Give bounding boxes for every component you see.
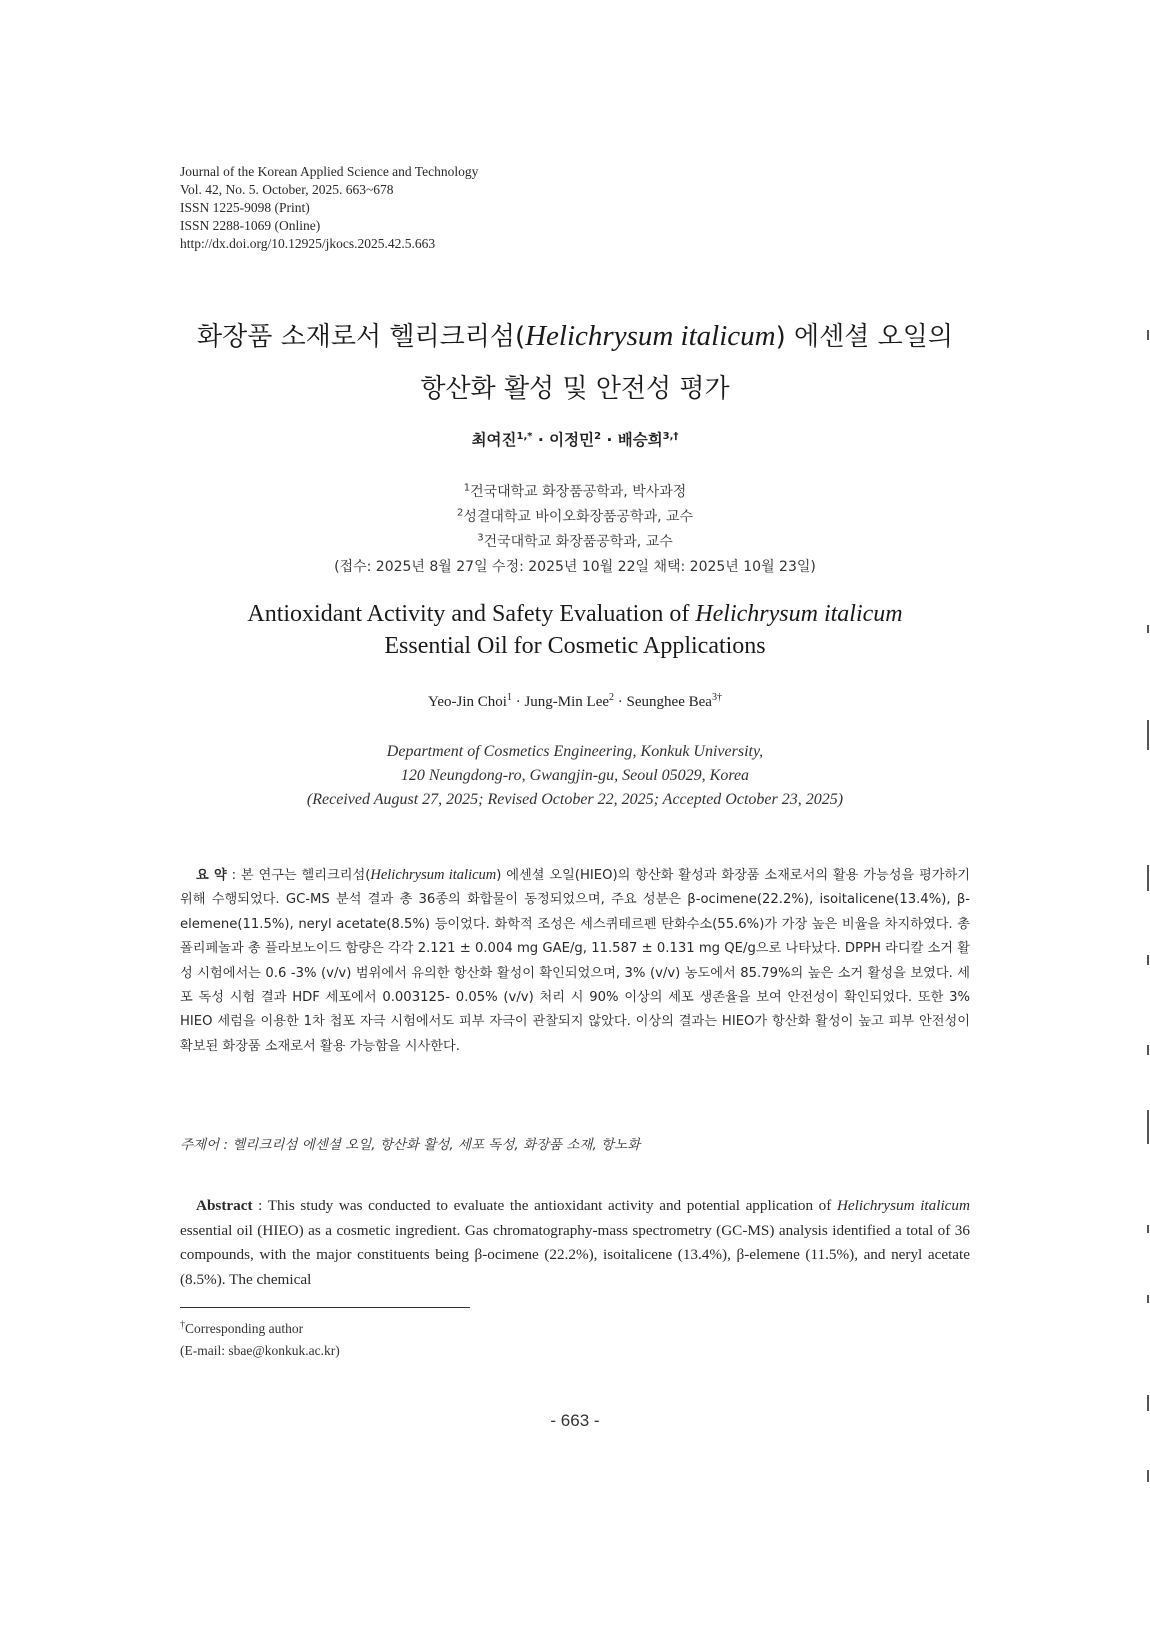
abstract-english-label: Abstract [196, 1197, 253, 1214]
abstract-korean-label: 요 약 [196, 868, 227, 883]
authors-korean [0, 428, 1150, 450]
author-en-sep: · [511, 694, 525, 710]
affiliation-ko-2-text: 성결대학교 바이오화장품공학과, 교수 [463, 509, 694, 525]
journal-name: Journal of the Korean Applied Science and Technology [180, 164, 479, 179]
title-english-line1 [0, 598, 1150, 630]
dates-english: (Received August 27, 2025; Revised October 22, 2025; Accepted October 23, 2025) [306, 791, 844, 808]
affiliation-ko-3 [0, 530, 1150, 555]
edge-mark [1147, 865, 1149, 891]
affiliation-ko-1 [0, 480, 1150, 505]
author-en-sep: · [614, 694, 627, 710]
affiliation-ko-3-text: 건국대학교 화장품공학과, 교수 [483, 534, 673, 550]
edge-mark [1147, 1395, 1149, 1411]
journal-volume: Vol. 42, No. 5. October, 2025. 663~678 [180, 182, 394, 197]
author-en-3: Seunghee Bea [626, 694, 712, 710]
author-ko-3-sup: 3,† [662, 430, 679, 442]
abstract-korean [180, 863, 970, 1059]
edge-mark [1147, 1225, 1149, 1233]
title-korean-line1 [0, 310, 1150, 363]
edge-mark [1147, 1110, 1149, 1144]
affiliation-en-line2: 120 Neungdong-ro, Gwangjin-gu, Seoul 05029, Korea [400, 767, 750, 784]
footnote-divider [180, 1307, 470, 1308]
abstract-english [180, 1194, 970, 1292]
edge-mark [1147, 330, 1149, 340]
footnote-corresponding-text: Corresponding author [185, 1321, 304, 1336]
title-korean-species: Helichrysum italicum [525, 320, 776, 352]
author-en-2-sup: 2 [609, 692, 615, 703]
author-en-1: Yeo-Jin Choi [428, 694, 507, 710]
affiliation-ko-1-sup: 1 [463, 482, 471, 494]
edge-mark [1147, 1470, 1149, 1482]
title-english [0, 598, 1150, 662]
author-ko-3: 배승희 [617, 431, 663, 449]
title-english-species: Helichrysum italicum [695, 601, 903, 627]
title-english-prefix: Antioxidant Activity and Safety Evaluation of [247, 601, 696, 627]
abstract-english-text-1: This study was conducted to evaluate the antioxidant activity and potential application of [267, 1197, 837, 1214]
author-ko-1: 최여진 [471, 431, 517, 449]
abstract-english-species: Helichrysum italicum [836, 1197, 970, 1214]
edge-mark [1147, 1045, 1149, 1055]
journal-issn-online: ISSN 2288-1069 (Online) [180, 218, 321, 233]
author-en-2: Jung-Min Lee [524, 694, 610, 710]
title-korean-prefix: 화장품 소재로서 헬리크리섬( [197, 322, 526, 352]
author-en-3-sup: 3† [711, 692, 722, 703]
title-english-line2: Essential Oil for Cosmetic Applications [384, 633, 766, 659]
author-ko-sep: · [532, 431, 550, 449]
author-ko-2: 이정민 [549, 431, 595, 449]
title-korean-suffix: ) 에센셜 오일의 [775, 322, 953, 352]
abstract-english-colon: : [252, 1197, 268, 1214]
author-ko-2-sup: 2 [594, 430, 602, 442]
affiliation-ko-3-sup: 3 [477, 532, 484, 544]
title-korean-line2: 항산화 활성 및 안전성 평가 [420, 374, 730, 404]
page-number: - 663 - [550, 1411, 600, 1430]
affiliation-ko-1-text: 건국대학교 화장품공학과, 박사과정 [470, 484, 687, 500]
edge-mark [1147, 720, 1149, 750]
footnote-corresponding [180, 1318, 340, 1340]
abstract-korean-species: Helichrysum italicum [370, 867, 497, 883]
author-ko-sep: · [601, 431, 618, 449]
title-korean [0, 310, 1150, 415]
keywords-korean: 주제어 : 헬리크리섬 에센셜 오일, 항산화 활성, 세포 독성, 화장품 소재, 항노화 [180, 1137, 641, 1153]
affiliation-ko-2-sup: 2 [456, 507, 464, 519]
footnote [180, 1318, 340, 1362]
authors-english [0, 694, 1150, 711]
edge-mark [1147, 625, 1149, 633]
footnote-email: (E-mail: sbae@konkuk.ac.kr) [180, 1343, 340, 1358]
edge-mark [1147, 955, 1149, 965]
journal-header [180, 163, 478, 253]
abstract-korean-text-2: ) 에센셜 오일(HIEO)의 항산화 활성과 화장품 소재로서의 활용 가능성을 평가하기 위해 수행되었다. GC-MS 분석 결과 총 36종의 화합물이 동정되었으며, 주요 성분은 β-ocimene(22.2%), isoitalicene(13.4%), β-elemene(11.5%), neryl acetate(8.5%) 등이었다. 화학적 조성은 세스퀴테르펜 탄화수소(55.6%)가 가장 높은 비율을 차지하였다. 총 폴리페놀과 총 플라보노이드 함량은 각각 2.121 ± 0.004 mg GAE/g, 11.587 ± 0.131 mg QE/g으로 나타났다. DPPH 라디칼 소거 활성 시험에서는 0.6 -3% (v/v) 범위에서 유의한 항산화 활성이 확인되었으며, 3% (v/v) 농도에서 85.79%의 높은 소거 활성을 보였다. 세포 독성 시험 결과 HDF 세포에서 0.003125- 0.05% (v/v) 처리 시 90% 이상의 세포 생존율을 보여 안전성이 확인되었다. 또한 3% HIEO 세럼을 이용한 1차 첩포 자극 시험에서도 피부 자극이 관찰되지 않았다. 이상의 결과는 HIEO가 항산화 활성이 높고 피부 안전성이 확보된 화장품 소재로서 활용 가능함을 시사한다. [180, 868, 971, 1054]
journal-issn-print: ISSN 1225-9098 (Print) [180, 200, 310, 215]
author-ko-1-sup: 1,* [516, 430, 533, 442]
abstract-english-text-2: essential oil (HIEO) as a cosmetic ingredient. Gas chromatography-mass spectrometry (GC-MS) analysis identified a total of 36 compounds, with the major constituents being β-ocimene (22.2%), isoitalicene (13.4%), β-elemene (11.5%), and neryl acetate (8.5%). The chemical [180, 1221, 970, 1288]
footnote-dagger: † [180, 1319, 185, 1331]
abstract-korean-colon: : [226, 868, 241, 883]
dates-korean: (접수: 2025년 8월 27일 수정: 2025년 10월 22일 채택: 2025년 10월 23일) [334, 559, 816, 575]
scan-edge-marks [1144, 0, 1150, 1626]
author-en-1-sup: 1 [506, 692, 512, 703]
abstract-korean-text-1: 본 연구는 헬리크리섬( [240, 868, 371, 883]
affiliation-en-line1: Department of Cosmetics Engineering, Konkuk University, [386, 743, 764, 760]
affiliation-ko-2 [0, 505, 1150, 530]
edge-mark [1147, 1295, 1149, 1303]
journal-doi: http://dx.doi.org/10.12925/jkocs.2025.42.5.663 [180, 236, 436, 251]
affiliations-korean [0, 480, 1150, 580]
affiliations-english [0, 740, 1150, 812]
